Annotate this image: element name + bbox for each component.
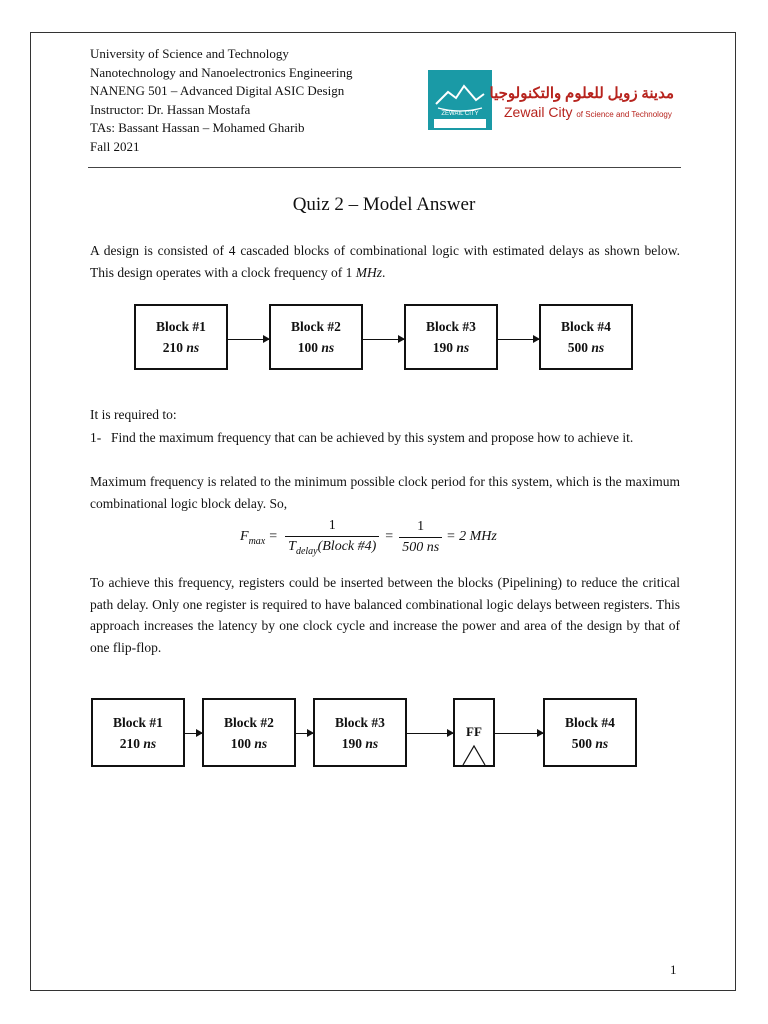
arrow [498,339,539,340]
block-delay: 100 ns [297,340,335,355]
header-instructor: Instructor: Dr. Hassan Mostafa [90,101,251,117]
block-4 [539,304,633,370]
page-number: 1 [670,962,677,977]
header-tas: TAs: Bassant Hassan – Mohamed Gharib [90,120,305,136]
block-label: Block #1 [113,714,163,730]
header-course: NANENG 501 – Advanced Digital ASIC Design [90,83,345,99]
question-text: Find the maximum frequency that can be achieved by this system and propose how to achieve it. [111,430,634,445]
block-label: Block #4 [565,714,615,730]
block-1 [91,698,185,767]
logo-english-text [504,104,672,120]
header-divider [88,167,681,168]
intro-text: A design is consisted of 4 cascaded blocks of combinational logic with estimated delays as shown below. This design operates with a clock frequency of 1 [90,243,680,280]
block-4 [543,698,637,767]
question-1 [90,427,680,449]
block-label: Block #2 [224,714,274,730]
intro-paragraph [90,240,680,283]
header-department: Nanotechnology and Nanoelectronics Engineering [90,64,353,80]
flip-flop [453,698,495,767]
block-label: Block #4 [561,319,611,334]
zewail-city-logo-icon [428,70,492,130]
block-1 [134,304,228,370]
intro-unit: MHz [355,264,383,280]
required-label: It is required to: [90,407,177,422]
block-3 [404,304,498,370]
arrow [185,733,202,734]
block-delay: 100 ns [230,735,268,751]
logo-arabic-text: مدينة زويل للعلوم والتكنولوجيا [489,86,674,102]
equation-lhs: $F_{max}$ [240,528,266,547]
logo-english-sub: of Science and Technology [576,110,672,119]
block-2 [202,698,296,767]
block-label: Block #3 [426,319,476,334]
block-label: Block #1 [156,319,206,334]
clock-triangle-icon [455,743,493,765]
logo-english-main: Zewail City [504,104,573,120]
page-title: Quiz 2 – Model Answer [292,194,476,215]
answer-paragraph-2: To achieve this frequency, registers could be inserted between the blocks (Pipelining) to reduce the critical path delay. Only one register is required to have balanced combinational logic delays between registers. This approach increases the latency by one clock cycle and increase the power and area of the design by that of one flip-flop. [90,575,680,655]
svg-text:ZEWAIL CITY: ZEWAIL CITY [441,111,479,117]
block-2 [269,304,363,370]
arrow [407,733,453,734]
ff-label: FF [466,724,482,739]
block-delay: 190 ns [341,735,379,751]
block-label: Block #2 [291,319,341,334]
arrow [228,339,269,340]
arrow [363,339,404,340]
header-term: Fall 2021 [90,138,140,154]
block-delay: 500 ns [567,340,605,355]
intro-end: . [382,264,386,280]
header-university: University of Science and Technology [90,46,289,61]
course-header [90,45,352,157]
fraction-1: $\frac{1}{T_{delay}(Block \#4)}$ [285,518,379,557]
answer-paragraph-1: Maximum frequency is related to the minimum possible clock period for this system, which is the maximum combinational logic block delay. So, [90,474,680,511]
block-3 [313,698,407,767]
arrow [495,733,543,734]
block-delay: 210 ns [162,340,200,355]
equation-result: = 2 MHz [446,529,497,545]
question-number: 1- [90,430,102,445]
block-delay: 500 ns [571,735,609,751]
block-delay: 190 ns [432,340,470,355]
arrow [296,733,313,734]
fraction-2: $\frac{1}{500 ns}$ [399,519,442,556]
fmax-equation: $F_{max}$ = $\frac{1}{T_{delay}(Block \#4)}$ = $\frac{1}{500 ns}$ = 2 MHz [240,518,497,557]
block-label: Block #3 [335,714,385,730]
block-delay: 210 ns [119,735,157,751]
